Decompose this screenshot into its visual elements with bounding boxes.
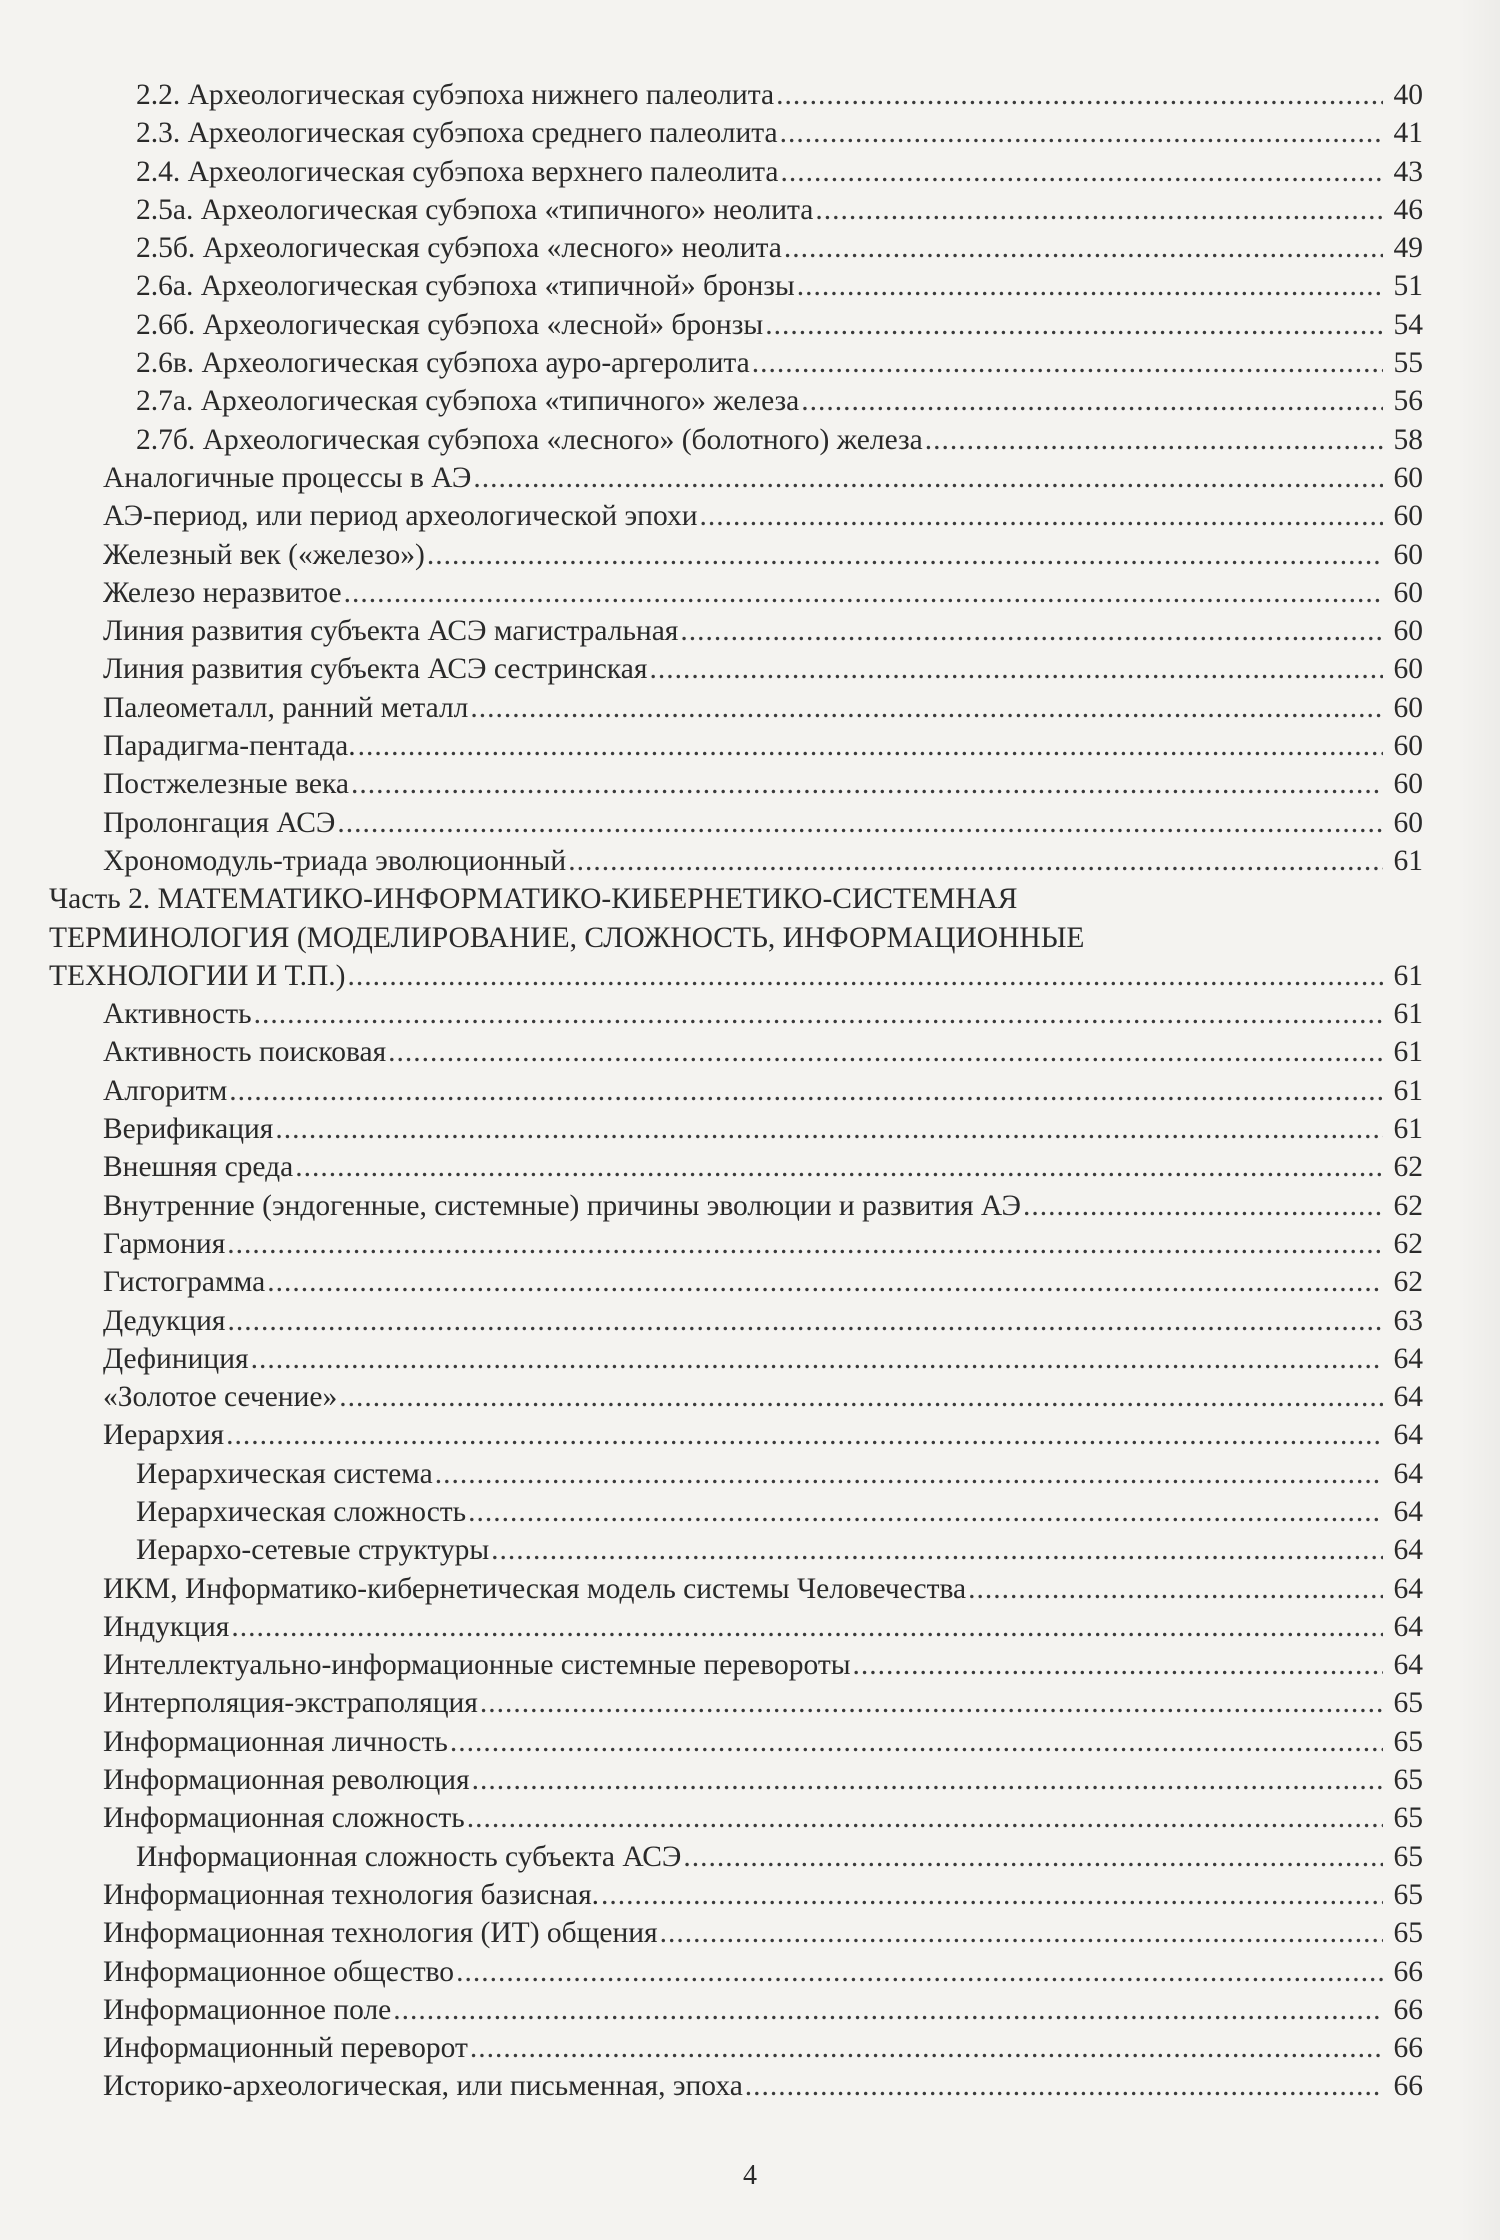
- dot-leader: [491, 1531, 1383, 1569]
- toc-entry: [0, 1340, 1500, 1378]
- toc-entry-title: Историко-археологическая, или письменная, эпоха: [103, 2070, 743, 2103]
- toc-entry-page: 66: [1393, 2070, 1423, 2103]
- toc-entry: [0, 1608, 1500, 1646]
- toc-entry-page: 61: [1393, 1113, 1423, 1146]
- toc-entry-title: Постжелезные века: [103, 768, 349, 801]
- toc-entry: [0, 1225, 1500, 1263]
- toc-entry-title: Линия развития субъекта АСЭ сестринская: [103, 653, 648, 686]
- dot-leader: [467, 1799, 1383, 1837]
- toc-entry-title: «Золотое сечение»: [103, 1381, 338, 1414]
- toc-entry-title: Информационная революция: [103, 1764, 470, 1797]
- toc-entry-page: 61: [1393, 1036, 1423, 1069]
- dot-leader: [226, 1416, 1383, 1454]
- dot-leader: [853, 1646, 1383, 1684]
- toc-entry: [0, 612, 1500, 650]
- toc-subentry: [0, 1455, 1500, 1493]
- toc-entry: [0, 306, 1500, 344]
- dot-leader: [780, 114, 1383, 152]
- toc-entry: [0, 1646, 1500, 1684]
- toc-entry-page: 60: [1393, 691, 1423, 724]
- toc-subentry: [0, 1838, 1500, 1876]
- toc-entry-title: Информационная сложность: [103, 1802, 465, 1835]
- toc-entry-page: 61: [1393, 844, 1423, 877]
- toc-entry-title: Активность: [103, 998, 252, 1031]
- dot-leader: [1023, 1187, 1383, 1225]
- toc-entry-title: Информационное общество: [103, 1955, 455, 1988]
- toc-entry: [0, 497, 1500, 535]
- dot-leader: [427, 536, 1383, 574]
- toc-entry-page: 61: [1393, 1074, 1423, 1107]
- toc-entry-title: Иерархическая сложность: [136, 1495, 467, 1528]
- toc-entry: [0, 727, 1500, 765]
- toc-entry: [0, 191, 1500, 229]
- toc-entry: [0, 804, 1500, 842]
- toc-entry: [0, 1187, 1500, 1225]
- toc-entry: [0, 1416, 1500, 1454]
- dot-leader: [275, 1110, 1383, 1148]
- toc-entry: [0, 536, 1500, 574]
- toc-entry-title: Иерархо-сетевые структуры: [136, 1534, 490, 1567]
- toc-entry: [0, 689, 1500, 727]
- toc-entry-page: 65: [1393, 1840, 1423, 1873]
- toc-entry: [0, 1110, 1500, 1148]
- toc-entry: [0, 574, 1500, 612]
- toc-entry-title: Интеллектуально-информационные системные перевороты: [103, 1649, 851, 1682]
- toc-entry-page: 60: [1393, 538, 1423, 571]
- dot-leader: [470, 689, 1383, 727]
- toc-entry: [0, 2067, 1500, 2105]
- toc-entry: [0, 995, 1500, 1033]
- dot-leader: [480, 1684, 1383, 1722]
- toc-entry-title: Иерархия: [103, 1419, 225, 1452]
- toc-entry-page: 60: [1393, 615, 1423, 648]
- toc-entry-title: 2.6а. Археологическая субэпоха «типичной» бронзы: [136, 270, 795, 303]
- toc-entry: [0, 421, 1500, 459]
- toc-entry-page: 64: [1393, 1534, 1423, 1567]
- toc-entry: [0, 267, 1500, 305]
- page-number: 4: [743, 2160, 757, 2191]
- toc-entry-page: 64: [1393, 1457, 1423, 1490]
- toc-entry-page: 62: [1393, 1266, 1423, 1299]
- toc-entry-title: 2.7а. Археологическая субэпоха «типичного» железа: [136, 385, 800, 418]
- toc-entry: [0, 1684, 1500, 1722]
- dot-leader: [745, 2067, 1383, 2105]
- dot-leader: [347, 957, 1383, 995]
- toc-entry-page: 65: [1393, 1687, 1423, 1720]
- toc-entry-title: Информационный переворот: [103, 2032, 468, 2065]
- dot-leader: [601, 1876, 1383, 1914]
- toc-entry-page: 60: [1393, 730, 1423, 763]
- dot-leader: [797, 267, 1383, 305]
- toc-entry: [0, 1876, 1500, 1914]
- toc-entry-page: 66: [1393, 1993, 1423, 2026]
- toc-entry-title: Аналогичные процессы в АЭ: [103, 461, 472, 494]
- toc-entry-page: 64: [1393, 1342, 1423, 1375]
- toc-entry: [0, 229, 1500, 267]
- dot-leader: [468, 1493, 1383, 1531]
- toc-entry: [0, 1148, 1500, 1186]
- toc-entry-title: Информационная личность: [103, 1725, 448, 1758]
- toc-entry-title: 2.5б. Археологическая субэпоха «лесного» неолита: [136, 232, 782, 265]
- toc-entry-title: 2.5а. Археологическая субэпоха «типичного» неолита: [136, 193, 814, 226]
- toc-entry: [0, 76, 1500, 114]
- toc-entry-title: Активность поисковая: [103, 1036, 387, 1069]
- toc-entry-title: 2.7б. Археологическая субэпоха «лесного» (болотного) железа: [136, 423, 923, 456]
- toc-entry: [0, 842, 1500, 880]
- toc-entry-page: 60: [1393, 461, 1423, 494]
- dot-leader: [752, 344, 1383, 382]
- toc-entry-page: 66: [1393, 2032, 1423, 2065]
- dot-leader: [470, 2029, 1383, 2067]
- toc-entry-page: 43: [1393, 155, 1423, 188]
- toc-entry-title: Железный век («железо»): [103, 538, 425, 571]
- toc-entry-page: 55: [1393, 347, 1423, 380]
- toc-entry-page: 64: [1393, 1419, 1423, 1452]
- toc-entry-title: Линия развития субъекта АСЭ магистральная: [103, 615, 679, 648]
- toc-entry-page: 41: [1393, 117, 1423, 150]
- toc-entry-title: Внешняя среда: [103, 1151, 294, 1184]
- dot-leader: [568, 842, 1383, 880]
- toc-entry-page: 64: [1393, 1381, 1423, 1414]
- toc-entry-page: 66: [1393, 1955, 1423, 1988]
- toc-entry-page: 58: [1393, 423, 1423, 456]
- toc-entry-page: 49: [1393, 232, 1423, 265]
- toc-entry-page: 65: [1393, 1802, 1423, 1835]
- toc-entry-page: 65: [1393, 1725, 1423, 1758]
- toc-entry: [0, 1033, 1500, 1071]
- toc-entry: [0, 382, 1500, 420]
- dot-leader: [660, 1914, 1383, 1952]
- toc-entry: [0, 1761, 1500, 1799]
- toc-entry-page: 56: [1393, 385, 1423, 418]
- toc-entry-page: 54: [1393, 308, 1423, 341]
- dot-leader: [388, 1033, 1383, 1071]
- dot-leader: [968, 1570, 1383, 1608]
- dot-leader: [339, 1378, 1383, 1416]
- toc-entry-page: 60: [1393, 806, 1423, 839]
- dot-leader: [450, 1723, 1383, 1761]
- dot-leader: [435, 1455, 1383, 1493]
- dot-leader: [227, 1225, 1383, 1263]
- toc-entry-title: Информационная технология базисная.: [103, 1878, 600, 1911]
- toc-entry: [0, 1953, 1500, 1991]
- toc-entry: [0, 1723, 1500, 1761]
- toc-entry-page: 60: [1393, 500, 1423, 533]
- dot-leader: [765, 306, 1383, 344]
- toc-entry-page: 64: [1393, 1495, 1423, 1528]
- toc-entry: [0, 1570, 1500, 1608]
- part-heading-line: [0, 880, 1500, 918]
- dot-leader: [295, 1148, 1383, 1186]
- part-heading-text: ТЕРМИНОЛОГИЯ (МОДЕЛИРОВАНИЕ, СЛОЖНОСТЬ, ИНФОРМАЦИОННЫЕ: [49, 921, 1085, 954]
- toc-entry: [0, 650, 1500, 688]
- toc-entry-page: 65: [1393, 1764, 1423, 1797]
- dot-leader: [456, 1953, 1383, 1991]
- toc-entry-title: 2.4. Археологическая субэпоха верхнего палеолита: [136, 155, 779, 188]
- toc-entry: [0, 1991, 1500, 2029]
- toc-entry-title: Индукция: [103, 1610, 230, 1643]
- dot-leader: [267, 1263, 1383, 1301]
- toc-entry-title: ИКМ, Информатико-кибернетическая модель системы Человечества: [103, 1572, 967, 1605]
- toc-entry-page: 65: [1393, 1917, 1423, 1950]
- toc-entry-title: АЭ-период, или период археологической эпохи: [103, 500, 698, 533]
- toc-entry-title: 2.6в. Археологическая субэпоха ауро-аргеролита: [136, 347, 750, 380]
- dot-leader: [700, 497, 1384, 535]
- part-heading-last-line: [0, 957, 1500, 995]
- toc-entry: [0, 153, 1500, 191]
- dot-leader: [351, 765, 1383, 803]
- dot-leader: [683, 1838, 1383, 1876]
- part-heading-line: [0, 919, 1500, 957]
- paper-edge-shade: [1460, 0, 1500, 2240]
- dot-leader: [815, 191, 1383, 229]
- toc-entry: [0, 1072, 1500, 1110]
- toc-entry-page: 62: [1393, 1227, 1423, 1260]
- toc-entry: [0, 1914, 1500, 1952]
- toc-entry-title: Информационная сложность субъекта АСЭ: [136, 1840, 682, 1873]
- dot-leader: [925, 421, 1383, 459]
- toc-entry-title: Гистограмма: [103, 1266, 266, 1299]
- toc-entry-page: 51: [1393, 270, 1423, 303]
- toc-entry-title: Дедукция: [103, 1304, 226, 1337]
- toc-entry-title: Информационная технология (ИТ) общения: [103, 1917, 658, 1950]
- dot-leader: [393, 1991, 1383, 2029]
- toc-entry: [0, 1799, 1500, 1837]
- toc-entry-title: Парадигма-пентада.: [103, 730, 356, 763]
- toc-entry-page: 61: [1393, 998, 1423, 1031]
- dot-leader: [358, 727, 1383, 765]
- toc-entry-title: Палеометалл, ранний металл: [103, 691, 469, 724]
- toc-entry-page: 65: [1393, 1878, 1423, 1911]
- dot-leader: [229, 1072, 1383, 1110]
- toc-entry: [0, 1378, 1500, 1416]
- toc-entry-page: 60: [1393, 576, 1423, 609]
- toc-entry-page: 60: [1393, 768, 1423, 801]
- dot-leader: [231, 1608, 1383, 1646]
- toc-entry-page: 62: [1393, 1189, 1423, 1222]
- toc-entry-page: 64: [1393, 1610, 1423, 1643]
- toc-subentry: [0, 1531, 1500, 1569]
- dot-leader: [337, 804, 1383, 842]
- toc-entry-title: Внутренние (эндогенные, системные) причины эволюции и развития АЭ: [103, 1189, 1021, 1222]
- toc-entry-title: 2.3. Археологическая субэпоха среднего палеолита: [136, 117, 778, 150]
- toc-entry-title: Гармония: [103, 1227, 226, 1260]
- dot-leader: [780, 153, 1383, 191]
- toc-entry-title: Дефиниция: [103, 1342, 249, 1375]
- dot-leader: [776, 76, 1383, 114]
- toc-entry-page: 63: [1393, 1304, 1423, 1337]
- toc-entry-title: 2.6б. Археологическая субэпоха «лесной» бронзы: [136, 308, 764, 341]
- dot-leader: [473, 459, 1383, 497]
- toc-entry-title: Иерархическая система: [136, 1457, 433, 1490]
- toc-entry-page: 64: [1393, 1649, 1423, 1682]
- toc-entry-title: Информационное поле: [103, 1993, 392, 2026]
- part-heading-text: Часть 2. МАТЕМАТИКО-ИНФОРМАТИКО-КИБЕРНЕТИКО-СИСТЕМНАЯ: [49, 883, 1018, 916]
- toc-entry-title: Пролонгация АСЭ: [103, 806, 336, 839]
- part-heading-text: ТЕХНОЛОГИИ И Т.П.): [49, 959, 346, 992]
- toc-entry-page: 40: [1393, 79, 1423, 111]
- toc-entry-title: Верификация: [103, 1113, 274, 1146]
- dot-leader: [801, 382, 1383, 420]
- toc-entry: [0, 765, 1500, 803]
- toc-entry-title: Интерполяция-экстраполяция: [103, 1687, 478, 1720]
- toc-entry: [0, 1263, 1500, 1301]
- toc-entry-page: 61: [1393, 959, 1423, 992]
- toc-subentry: [0, 1493, 1500, 1531]
- toc-entry-page: 60: [1393, 653, 1423, 686]
- dot-leader: [344, 574, 1383, 612]
- dot-leader: [251, 1340, 1383, 1378]
- toc-entry-title: Хрономодуль-триада эволюционный: [103, 844, 567, 877]
- dot-leader: [472, 1761, 1383, 1799]
- toc-entry: [0, 344, 1500, 382]
- dot-leader: [227, 1302, 1383, 1340]
- dot-leader: [649, 650, 1383, 688]
- toc-entry: [0, 114, 1500, 152]
- toc-entry-page: 62: [1393, 1151, 1423, 1184]
- dot-leader: [680, 612, 1383, 650]
- toc-entry: [0, 459, 1500, 497]
- toc-entry: [0, 2029, 1500, 2067]
- toc-entry: [0, 1302, 1500, 1340]
- dot-leader: [254, 995, 1383, 1033]
- toc-entry-title: Алгоритм: [103, 1074, 228, 1107]
- toc-entry-title: Железо неразвитое: [103, 576, 342, 609]
- toc-entry-page: 46: [1393, 193, 1423, 226]
- table-of-contents: [0, 76, 1500, 2106]
- toc-entry-title: 2.2. Археологическая субэпоха нижнего палеолита: [136, 79, 775, 111]
- toc-entry-page: 64: [1393, 1572, 1423, 1605]
- dot-leader: [784, 229, 1383, 267]
